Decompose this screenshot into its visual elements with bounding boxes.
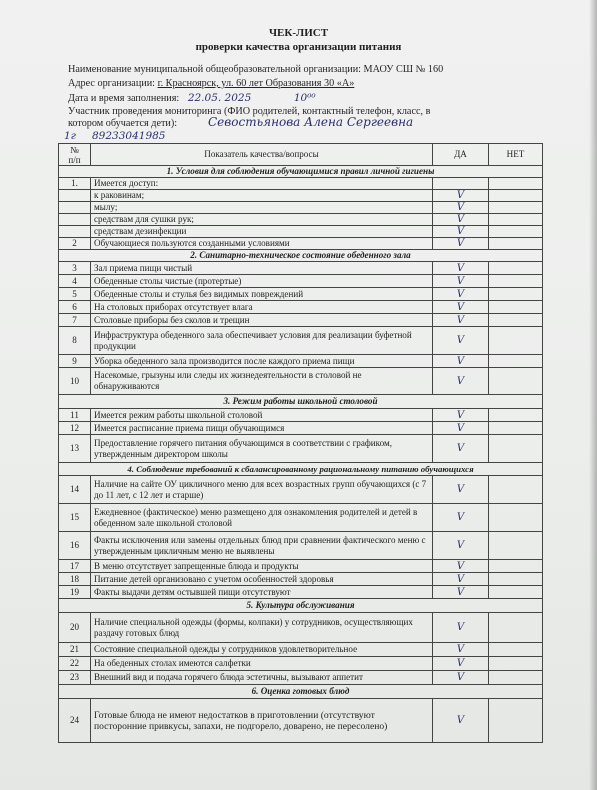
row-text: Питание детей организовано с учетом особенностей здоровья — [91, 573, 433, 586]
row-number: 4 — [59, 275, 91, 288]
row-number: 1. — [59, 178, 91, 190]
no-cell — [489, 657, 543, 671]
section-row — [59, 250, 543, 262]
no-cell — [489, 288, 543, 301]
no-cell — [489, 190, 543, 202]
table-row — [59, 355, 543, 368]
row-text: Насекомые, грызуны или следы их жизнедеятельности в столовой не обнаруживаются — [91, 368, 433, 395]
row-text: Имеется доступ: — [91, 178, 433, 190]
row-number — [59, 202, 91, 214]
date-value: 22.05. 2025 — [187, 92, 252, 104]
no-cell — [489, 214, 543, 226]
row-text: Внешний вид и подача горячего блюда эстетичны, вызывают аппетит — [91, 671, 433, 685]
yes-check: V — [433, 275, 489, 288]
yes-check: V — [433, 368, 489, 395]
page-edge-shadow — [589, 0, 597, 790]
row-number — [59, 214, 91, 226]
address-label: Адрес организации: — [68, 78, 156, 89]
header-no: НЕТ — [489, 144, 543, 166]
org-line — [68, 64, 443, 75]
section-title: 4. Соблюдение требований к сбалансированному рациональному питанию обучающихся — [59, 463, 543, 476]
checklist-table — [58, 143, 543, 743]
yes-check: V — [433, 657, 489, 671]
section-title: 5. Культура обслуживания — [59, 599, 543, 613]
yes-check: V — [433, 613, 489, 643]
no-cell — [489, 560, 543, 573]
row-text: Имеется расписание приема пищи обучающимся — [91, 422, 433, 435]
yes-check: V — [433, 671, 489, 685]
table-row — [59, 301, 543, 314]
yes-check: V — [433, 226, 489, 238]
row-number: 21 — [59, 643, 91, 657]
row-text: Наличие специальной одежды (формы, колпаки) у сотрудников, осуществляющих раздачу готовых блюд — [91, 613, 433, 643]
row-number: 16 — [59, 532, 91, 560]
table-row — [59, 435, 543, 463]
row-text: Столовые приборы без сколов и трещин — [91, 314, 433, 327]
participant-phone: 89233041985 — [92, 130, 166, 142]
row-text: Имеется режим работы школьной столовой — [91, 409, 433, 422]
row-number: 6 — [59, 301, 91, 314]
org-label: Наименование муниципальной общеобразовательной организации: — [68, 64, 361, 75]
no-cell — [489, 178, 543, 190]
row-number: 20 — [59, 613, 91, 643]
yes-check: V — [433, 190, 489, 202]
yes-cell — [433, 178, 489, 190]
yes-check: V — [433, 238, 489, 250]
yes-check: V — [433, 314, 489, 327]
no-cell — [489, 435, 543, 463]
no-cell — [489, 476, 543, 504]
table-row — [59, 643, 543, 657]
no-cell — [489, 532, 543, 560]
yes-check: V — [433, 586, 489, 599]
table-row — [59, 202, 543, 214]
table-row — [59, 275, 543, 288]
participant-label-line-1: Участник проведения мониторинга (ФИО родителей, контактный телефон, класс, в — [68, 106, 431, 117]
row-text: Факты выдачи детям остывшей пищи отсутствуют — [91, 586, 433, 599]
row-text: На столовых приборах отсутствует влага — [91, 301, 433, 314]
table-row — [59, 327, 543, 355]
row-text: Факты исключения или замены отдельных блюд при сравнении фактического меню с утвержденным цикличным меню не выявлены — [91, 532, 433, 560]
no-cell — [489, 613, 543, 643]
yes-check: V — [433, 643, 489, 657]
row-number: 3 — [59, 262, 91, 275]
no-cell — [489, 504, 543, 532]
time-value: 10⁰⁰ — [293, 92, 316, 104]
datetime-line — [68, 92, 316, 104]
yes-check: V — [433, 560, 489, 573]
table-row — [59, 657, 543, 671]
yes-check: V — [433, 435, 489, 463]
table-row — [59, 214, 543, 226]
row-text: Обучающиеся пользуются созданными условиями — [91, 238, 433, 250]
table-row — [59, 573, 543, 586]
section-row — [59, 395, 543, 409]
row-text: Ежедневное (фактическое) меню размещено для ознакомления родителей и детей в обеденном зале школьной столовой — [91, 504, 433, 532]
header-number: № п/п — [59, 144, 91, 166]
no-cell — [489, 226, 543, 238]
org-value: МАОУ СШ № 160 — [363, 64, 444, 75]
no-cell — [489, 422, 543, 435]
header-indicator: Показатель качества/вопросы — [91, 144, 433, 166]
no-cell — [489, 671, 543, 685]
row-number: 8 — [59, 327, 91, 355]
table-row — [59, 613, 543, 643]
yes-check: V — [433, 409, 489, 422]
row-text: средствам для сушки рук; — [91, 214, 433, 226]
row-text: Обеденные столы чистые (протертые) — [91, 275, 433, 288]
row-text: мылу; — [91, 202, 433, 214]
row-number: 7 — [59, 314, 91, 327]
participant-class: 1г — [64, 130, 76, 142]
yes-check: V — [433, 422, 489, 435]
row-text: к раковинам; — [91, 190, 433, 202]
row-number: 19 — [59, 586, 91, 599]
yes-check: V — [433, 202, 489, 214]
section-title: 3. Режим работы школьной столовой — [59, 395, 543, 409]
yes-check: V — [433, 532, 489, 560]
section-row — [59, 166, 543, 178]
row-number: 24 — [59, 699, 91, 743]
row-number: 22 — [59, 657, 91, 671]
table-row — [59, 504, 543, 532]
table-row — [59, 178, 543, 190]
yes-check: V — [433, 288, 489, 301]
address-value: г. Красноярск, ул. 60 лет Образования 30 «А» — [157, 78, 355, 89]
row-text: Наличие на сайте ОУ цикличного меню для всех возрастных групп обучающихся (с 7 до 11 лет, с 12 лет и старше) — [91, 476, 433, 504]
row-number: 11 — [59, 409, 91, 422]
table-row — [59, 190, 543, 202]
row-number: 15 — [59, 504, 91, 532]
no-cell — [489, 327, 543, 355]
no-cell — [489, 262, 543, 275]
yes-check: V — [433, 699, 489, 743]
table-row — [59, 560, 543, 573]
document-subtitle: проверки качества организации питания — [195, 41, 402, 53]
section-row — [59, 463, 543, 476]
yes-check: V — [433, 504, 489, 532]
table-row — [59, 226, 543, 238]
row-number: 2 — [59, 238, 91, 250]
no-cell — [489, 301, 543, 314]
yes-check: V — [433, 301, 489, 314]
row-number: 18 — [59, 573, 91, 586]
row-text: Зал приема пищи чистый — [91, 262, 433, 275]
table-row — [59, 671, 543, 685]
table-row — [59, 368, 543, 395]
row-text: Уборка обеденного зала производится после каждого приема пищи — [91, 355, 433, 368]
row-text: Обеденные столы и стулья без видимых повреждений — [91, 288, 433, 301]
participant-label-line-2: котором обучается дети): — [68, 118, 178, 129]
section-title: 1. Условия для соблюдения обучающимися правил личной гигиены — [59, 166, 543, 178]
no-cell — [489, 238, 543, 250]
row-text: Состояние специальной одежды у сотрудников удовлетворительное — [91, 643, 433, 657]
table-row — [59, 699, 543, 743]
row-text: средствам дезинфекции — [91, 226, 433, 238]
table-row — [59, 262, 543, 275]
row-number: 5 — [59, 288, 91, 301]
no-cell — [489, 368, 543, 395]
no-cell — [489, 275, 543, 288]
no-cell — [489, 573, 543, 586]
row-number: 13 — [59, 435, 91, 463]
header-yes: ДА — [433, 144, 489, 166]
yes-check: V — [433, 355, 489, 368]
table-row — [59, 422, 543, 435]
row-text: Инфраструктура обеденного зала обеспечивает условия для реализации буфетной продукции — [91, 327, 433, 355]
yes-check: V — [433, 476, 489, 504]
document-title: ЧЕК-ЛИСТ — [268, 27, 329, 39]
table-header-row — [59, 144, 543, 166]
no-cell — [489, 355, 543, 368]
table-row — [59, 314, 543, 327]
row-number: 17 — [59, 560, 91, 573]
section-title: 6. Оценка готовых блюд — [59, 685, 543, 699]
row-text: В меню отсутствует запрещенные блюда и продукты — [91, 560, 433, 573]
participant-name: Севостьянова Алена Сергеевна — [208, 115, 414, 129]
no-cell — [489, 409, 543, 422]
table-row — [59, 476, 543, 504]
yes-check: V — [433, 573, 489, 586]
datetime-label: Дата и время заполнения: — [68, 93, 180, 104]
no-cell — [489, 643, 543, 657]
yes-check: V — [433, 214, 489, 226]
section-row — [59, 685, 543, 699]
row-text: Готовые блюда не имеют недостатков в приготовлении (отсутствуют посторонние привкусы, запахи, не подгорело, доварено, не пересолено) — [91, 699, 433, 743]
row-text: На обеденных столах имеются салфетки — [91, 657, 433, 671]
no-cell — [489, 586, 543, 599]
row-number: 10 — [59, 368, 91, 395]
row-number: 14 — [59, 476, 91, 504]
table-row — [59, 409, 543, 422]
row-number — [59, 190, 91, 202]
row-number: 9 — [59, 355, 91, 368]
table-row — [59, 238, 543, 250]
table-row — [59, 532, 543, 560]
no-cell — [489, 202, 543, 214]
row-number: 12 — [59, 422, 91, 435]
yes-check: V — [433, 327, 489, 355]
row-number — [59, 226, 91, 238]
row-number: 23 — [59, 671, 91, 685]
table-row — [59, 288, 543, 301]
row-text: Предоставление горячего питания обучающимся в соответствии с графиком, утвержденным директором школы — [91, 435, 433, 463]
section-row — [59, 599, 543, 613]
no-cell — [489, 314, 543, 327]
section-title: 2. Санитарно-техническое состояние обеденного зала — [59, 250, 543, 262]
address-line — [68, 78, 354, 89]
no-cell — [489, 699, 543, 743]
yes-check: V — [433, 262, 489, 275]
table-row — [59, 586, 543, 599]
